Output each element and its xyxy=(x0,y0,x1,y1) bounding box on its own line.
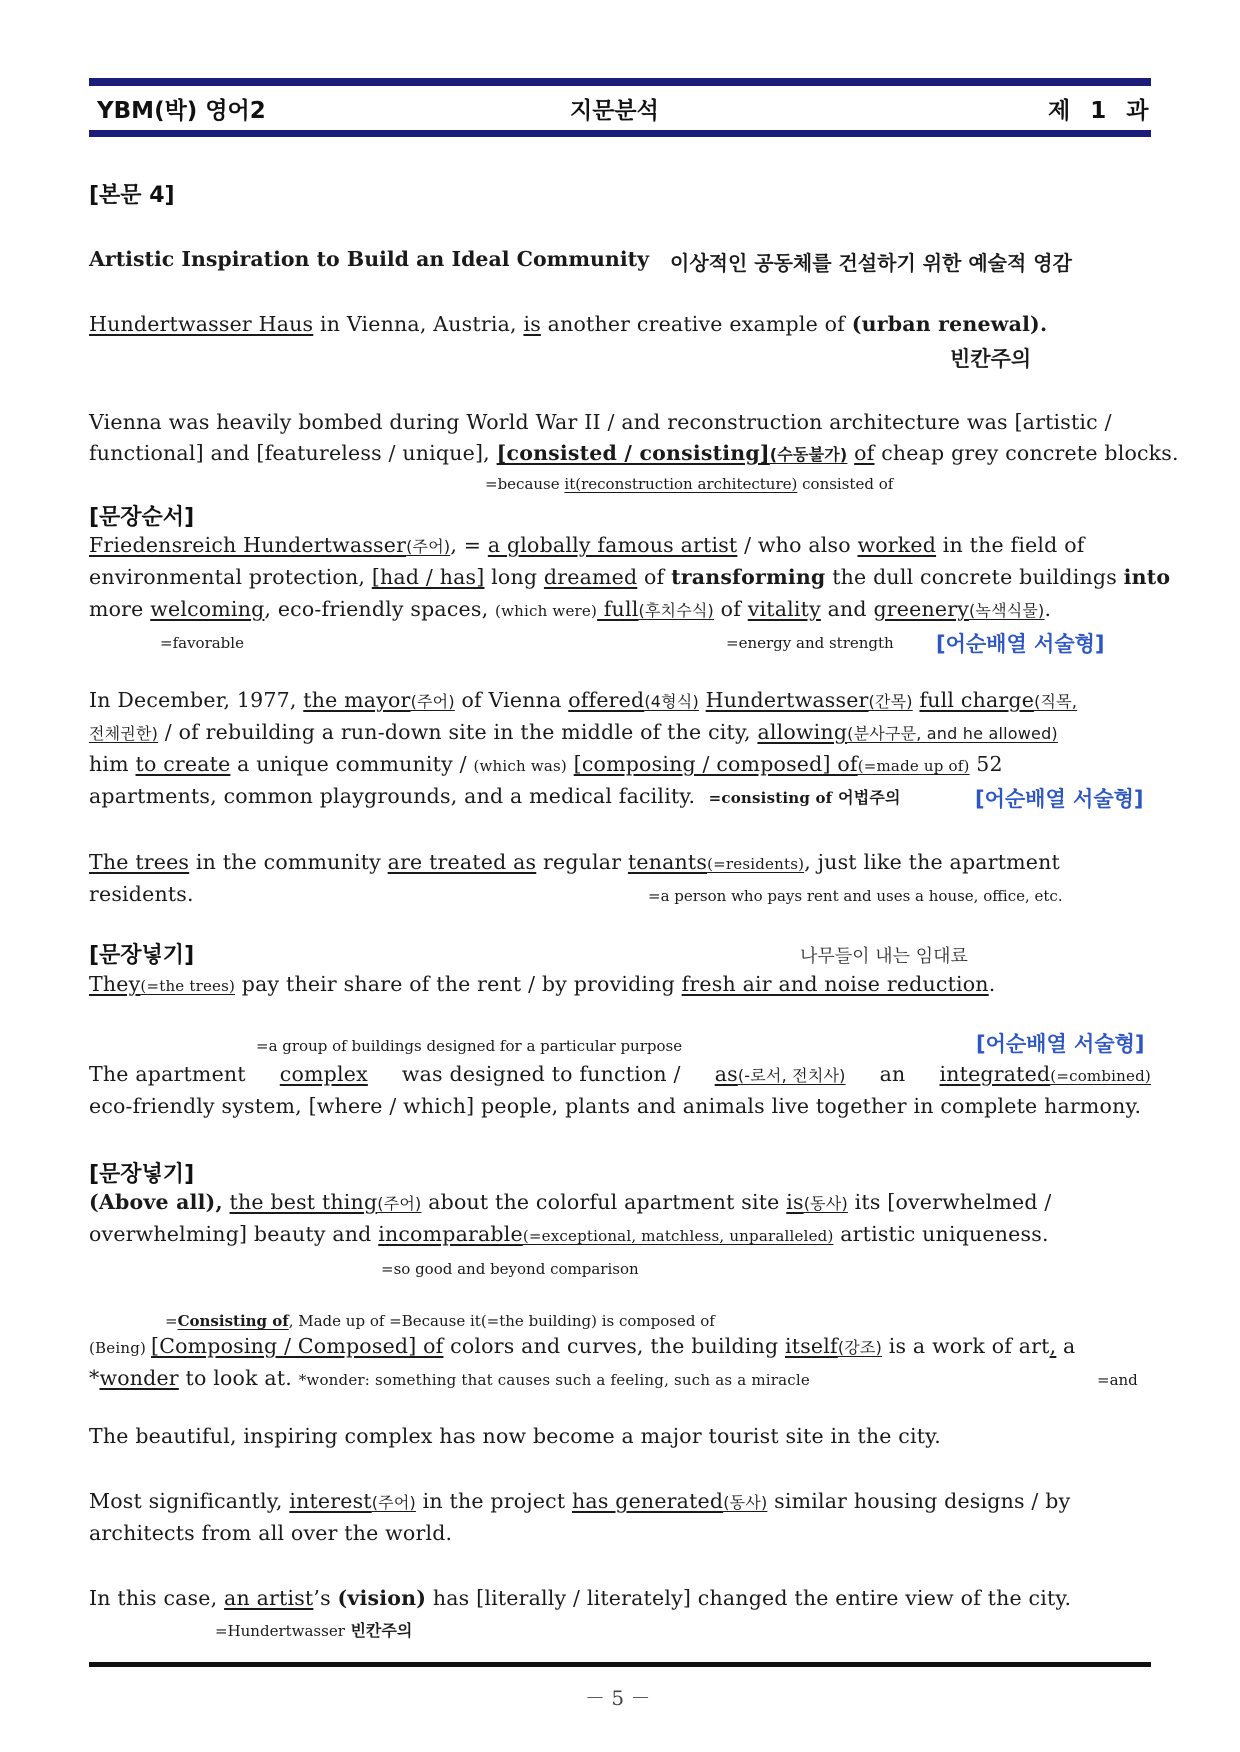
p12-note xyxy=(215,1618,412,1641)
p5-e-k: (=residents) xyxy=(707,855,805,873)
p8-d: about the colorful apartment site xyxy=(421,1190,787,1214)
p4-b-k: (주어) xyxy=(410,692,455,711)
p1-text: in Vienna, Austria, xyxy=(319,312,517,336)
p3-l2a: environmental protection, xyxy=(89,565,372,589)
p12-c: ’s xyxy=(313,1586,338,1610)
p4-line4 xyxy=(89,784,901,808)
p9-n3: , Made up of =Because it(=the building) is composed of xyxy=(288,1312,715,1330)
p12-d: (vision) xyxy=(337,1586,427,1610)
p3-note1: =favorable xyxy=(160,634,244,652)
p4-l3e: [composing / composed] of xyxy=(573,752,858,776)
p8-l2b: incomparable xyxy=(378,1222,523,1246)
p3-l2h: into xyxy=(1123,565,1171,589)
p12-a: In this case, xyxy=(89,1586,225,1610)
header-left: YBM(박) 영어2 xyxy=(97,98,266,124)
p6-d: . xyxy=(988,972,996,996)
p5-line2: residents. xyxy=(89,882,194,906)
p4-l2a: 전체권한) xyxy=(89,724,159,743)
p3-l2b: [had / has] xyxy=(371,565,485,589)
p4-l3g: 52 xyxy=(969,752,1003,776)
title-kr: 이상적인 공동체를 건설하기 위한 예술적 영감 xyxy=(670,251,1072,275)
p6-a-k: (=the trees) xyxy=(140,977,236,995)
p3-c: a globally famous artist xyxy=(487,533,738,557)
p2-note-c: consisted of xyxy=(802,475,894,493)
p4-b: the mayor xyxy=(303,688,411,712)
p4-l3b: to create xyxy=(135,752,231,776)
p2-note-a: =because xyxy=(485,475,560,493)
p7-f-k: (=combined) xyxy=(1050,1067,1151,1085)
p1-verb: is xyxy=(523,312,541,336)
p1-note: 빈칸주의 xyxy=(950,347,1032,371)
p3-l3a: more xyxy=(89,597,151,621)
title-en: Artistic Inspiration to Build an Ideal Community xyxy=(89,247,649,271)
p3-l3f: (후치수식) xyxy=(638,601,714,620)
p5-b: in the community xyxy=(189,850,388,874)
p3-l3k: (녹색식물) xyxy=(968,601,1045,620)
p5-e: tenants xyxy=(627,850,708,874)
p7-e: an xyxy=(872,1062,913,1086)
p10-line: The beautiful, inspiring complex has now become a major tourist site in the city. xyxy=(89,1424,941,1448)
p11-b: interest xyxy=(289,1489,372,1513)
p3-l2d: dreamed xyxy=(543,565,638,589)
p3-line3 xyxy=(89,597,1051,621)
p5-d: regular xyxy=(536,850,628,874)
p11-line1 xyxy=(89,1489,1070,1513)
header-center: 지문분석 xyxy=(570,98,659,124)
p3-e: worked xyxy=(857,533,937,557)
tag-sentence-order: [문장순서] xyxy=(89,505,195,530)
p3-a: Friedensreich Hundertwasser xyxy=(89,533,407,557)
p5-a: The trees xyxy=(89,850,190,874)
p3-line2 xyxy=(89,565,1170,589)
p8-l2c: (=exceptional, matchless, unparalleled) xyxy=(522,1227,834,1245)
p11-d: has generated xyxy=(572,1489,724,1513)
p4-line3 xyxy=(89,752,1003,776)
p3-l3h: vitality xyxy=(747,597,821,621)
p9-l2a: * xyxy=(89,1366,100,1390)
p3-l2e: of xyxy=(637,565,672,589)
p9-l2b: wonder xyxy=(99,1366,179,1390)
p2-note xyxy=(485,475,893,493)
p7-c: was designed to function / xyxy=(395,1062,688,1086)
p8-note: =so good and beyond comparison xyxy=(381,1260,639,1278)
p2-note-b: it(reconstruction architecture) xyxy=(564,475,798,493)
p9-c: colors and curves, the building xyxy=(443,1334,786,1358)
section-tag: [본문 4] xyxy=(89,183,175,208)
p7-b: complex xyxy=(279,1062,368,1086)
p3-l2f: transforming xyxy=(671,565,826,589)
p4-c: of Vienna xyxy=(454,688,569,712)
p4-d: offered xyxy=(568,688,645,712)
p4-line1 xyxy=(89,688,1077,712)
p4-d-k: (4형식) xyxy=(644,692,699,711)
p12-n2: 빈칸주의 xyxy=(344,1621,413,1640)
p2-a: functional] and [featureless / unique], xyxy=(89,441,490,465)
p8-c: the best thing xyxy=(229,1190,378,1214)
p1-key: (urban renewal). xyxy=(851,312,1048,336)
p7-d-k: (-로서, 전치사) xyxy=(737,1066,846,1085)
p3-l2c: long xyxy=(484,565,544,589)
p12-e: has [literally / literately] changed the entire view of the city. xyxy=(426,1586,1072,1610)
p8-e: is xyxy=(786,1190,804,1214)
header-bottom-rule xyxy=(89,130,1151,137)
header-top-rule xyxy=(89,78,1151,86)
p8-line1 xyxy=(89,1190,1051,1214)
p9-n1: = xyxy=(165,1312,178,1330)
p3-l3b: welcoming xyxy=(150,597,265,621)
p9-l2e: =and xyxy=(1097,1371,1138,1389)
p3-l3d: (which were) xyxy=(495,602,598,620)
p11-e: similar housing designs / by xyxy=(767,1489,1071,1513)
header-right: 제 1 과 xyxy=(1048,98,1155,124)
p4-f: full charge xyxy=(919,688,1035,712)
footer-rule xyxy=(89,1662,1151,1667)
p9-b: [Composing / Composed] of xyxy=(151,1334,444,1358)
p6-c: fresh air and noise reduction xyxy=(681,972,989,996)
p3-l2g: the dull concrete buildings xyxy=(825,565,1124,589)
p9-n2: Consisting of xyxy=(177,1312,289,1330)
p4-line2 xyxy=(89,720,1058,744)
p9-a: (Being) xyxy=(89,1339,152,1357)
p4-l3a: him xyxy=(89,752,136,776)
p11-line2: architects from all over the world. xyxy=(89,1521,453,1545)
p9-d-k: (강조) xyxy=(837,1338,883,1357)
p3-b: , = xyxy=(450,533,488,557)
p12-line xyxy=(89,1586,1071,1610)
p3-l3l: . xyxy=(1044,597,1052,621)
p9-l2c: to look at. xyxy=(178,1366,299,1390)
p2-line1-text: Vienna was heavily bombed during World War II / and reconstruction architecture was [artistic / xyxy=(89,410,1112,434)
p8-line2 xyxy=(89,1222,1049,1246)
p4-blue-note: [어순배열 서술형] xyxy=(975,787,1144,811)
p4-l4c: 어법주의 xyxy=(832,788,901,807)
p9-note xyxy=(165,1312,715,1330)
p12-b: an artist xyxy=(224,1586,314,1610)
p7-line2: eco-friendly system, [where / which] people, plants and animals live together in complete harmony. xyxy=(89,1094,1142,1118)
p9-d: itself xyxy=(785,1334,838,1358)
p9-line2 xyxy=(89,1366,810,1390)
p8-f: its [overwhelmed / xyxy=(847,1190,1052,1214)
p4-e-k: (간목) xyxy=(868,692,913,711)
p3-note3: [어순배열 서술형] xyxy=(936,632,1105,656)
p3-a-k: (주어) xyxy=(406,537,451,556)
p3-note2: =energy and strength xyxy=(726,634,894,652)
p9-l2d: *wonder: something that causes such a feeling, such as a miracle xyxy=(298,1371,810,1389)
p3-l3e: full xyxy=(597,597,639,621)
tag-sentence-insert-1: [문장넣기] xyxy=(89,943,195,968)
p4-l4a: apartments, common playgrounds, and a medical facility. xyxy=(89,784,696,808)
p2-b: [consisted / consisting] xyxy=(496,441,770,465)
p8-e-k: (동사) xyxy=(803,1194,848,1213)
p4-l2c: allowing xyxy=(757,720,848,744)
p4-f-k: (직목, xyxy=(1034,692,1078,711)
p9-line1 xyxy=(89,1334,1075,1358)
p3-l3g: of xyxy=(713,597,748,621)
p5-line1 xyxy=(89,850,1060,874)
p3-l3c: , eco-friendly spaces, xyxy=(264,597,496,621)
p2-d: of xyxy=(854,441,875,465)
p8-l2a: overwhelming] beauty and xyxy=(89,1222,379,1246)
p1-text2: another creative example of xyxy=(547,312,845,336)
p11-b-k: (주어) xyxy=(371,1493,416,1512)
p7-d: as xyxy=(714,1062,738,1086)
p8-b xyxy=(223,1190,230,1214)
p8-c-k: (주어) xyxy=(377,1194,422,1213)
p8-l2d: artistic uniqueness. xyxy=(833,1222,1049,1246)
p4-l2d: (분사구문, and he allowed) xyxy=(847,724,1058,743)
p1-subject: Hundertwasser Haus xyxy=(89,312,314,336)
p6-note-kr: 나무들이 내는 임대료 xyxy=(800,946,968,967)
p9-f: , xyxy=(1049,1334,1057,1358)
p5-note: =a person who pays rent and uses a house, office, etc. xyxy=(648,887,1063,905)
p5-f: , just like the apartment xyxy=(804,850,1060,874)
p7-note: =a group of buildings designed for a particular purpose xyxy=(256,1037,683,1055)
p4-l3f: (=made up of) xyxy=(857,757,970,775)
p4-l3d: (which was) xyxy=(473,757,567,775)
p6-line xyxy=(89,972,995,996)
p1-line xyxy=(89,312,1047,336)
p2-line1 xyxy=(89,410,1151,434)
p2-c: (수동불가) xyxy=(769,445,848,464)
tag-sentence-insert-2: [문장넣기] xyxy=(89,1162,195,1187)
p7-f: integrated xyxy=(939,1062,1051,1086)
p7-blue-note: [어순배열 서술형] xyxy=(976,1032,1145,1056)
p11-d-k: (동사) xyxy=(723,1493,768,1512)
p6-a: They xyxy=(89,972,141,996)
p4-e: Hundertwasser xyxy=(705,688,869,712)
p7-line1 xyxy=(89,1062,1151,1086)
p2-line2 xyxy=(89,441,1179,465)
p8-a: (Above all), xyxy=(89,1190,223,1214)
p12-n1: =Hundertwasser xyxy=(215,1622,345,1640)
p11-c: in the project xyxy=(415,1489,573,1513)
p3-l3j: greenery xyxy=(873,597,969,621)
p4-a: In December, 1977, xyxy=(89,688,304,712)
p11-a: Most significantly, xyxy=(89,1489,290,1513)
p7-a: The apartment xyxy=(89,1062,253,1086)
p4-l2b: / of rebuilding a run-down site in the middle of the city, xyxy=(158,720,758,744)
p3-line1 xyxy=(89,533,1085,557)
p3-d: / who also xyxy=(737,533,858,557)
p9-g: a xyxy=(1056,1334,1076,1358)
p6-b: pay their share of the rent / by providing xyxy=(235,972,682,996)
p3-f: in the field of xyxy=(936,533,1085,557)
p4-l4b: =consisting of xyxy=(708,789,833,807)
p9-e: is a work of art xyxy=(882,1334,1050,1358)
p5-c: are treated as xyxy=(387,850,537,874)
page-number: － 5 － xyxy=(585,1686,651,1710)
p3-l3i: and xyxy=(820,597,874,621)
p2-e: cheap grey concrete blocks. xyxy=(881,441,1179,465)
p4-l3c: a unique community / xyxy=(230,752,474,776)
